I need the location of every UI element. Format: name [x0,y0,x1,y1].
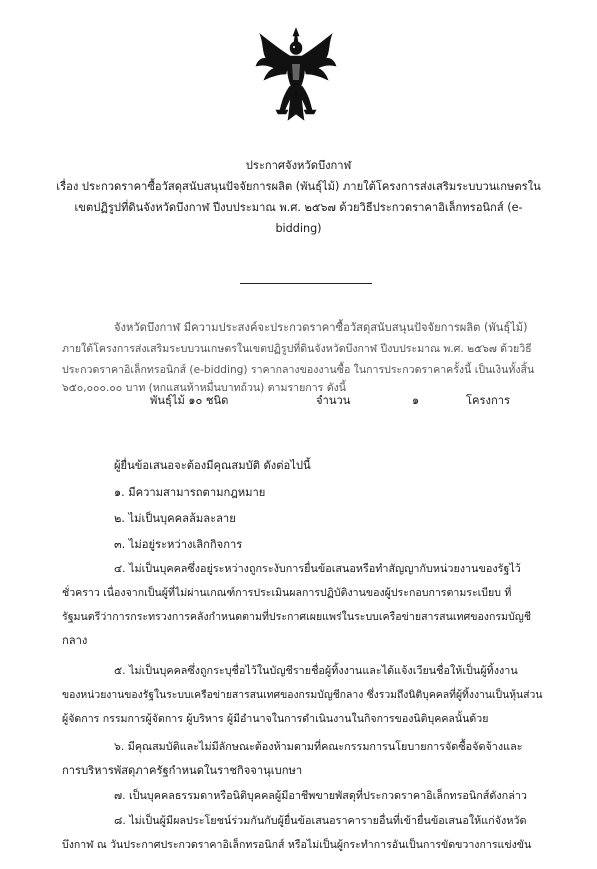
qualification-6-line-1: ๖. มีคุณสมบัติและไม่มีลักษณะต้องห้ามตามที่คณะกรรมการนโยบายการจัดซื้อจัดจ้างและ [114,740,523,753]
qualification-5-line-2: ของหน่วยงานของรัฐในระบบเครือข่ายสารสนเทศของกรมบัญชีกลาง ซึ่งรวมถึงนิติบุคคลที่ผู้ทิ้งงานเป็นหุ้นส่วน [62,689,543,701]
subject-line-3: bidding) [275,222,322,235]
garuda-emblem-icon [252,24,340,124]
qualification-6-line-2: การบริหารพัสดุภาครัฐกำหนดในราชกิจจานุเบกษา [62,764,303,777]
intro-line-3: ประกวดราคาอิเล็กทรอนิกส์ (e-bidding) ราคากลางของงานซื้อ ในการประกวดราคาครั้งนี้ เป็นเงินทั้งสิ้น [62,364,535,376]
qualification-4-line-3: รัฐมนตรีว่าการกระทรวงการคลังกำหนดตามที่ประกาศเผยแพร่ในระบบเครือข่ายสารสนเทศของกรมบัญชี [62,611,532,623]
qualification-2: ๒. ไม่เป็นบุคคลล้มละลาย [114,512,236,525]
qualification-5-line-1: ๕. ไม่เป็นบุคคลซึ่งถูกระบุชื่อไว้ในบัญชีรายชื่อผู้ทิ้งงานและได้แจ้งเวียนชื่อให้เป็นผู้ทิ้งงาน [114,664,518,677]
qualification-4-line-2: ชั่วคราว เนื่องจากเป็นผู้ที่ไม่ผ่านเกณฑ์การประเมินผลการปฏิบัติงานของผู้ประกอบการตามระเบียบ ที่ [62,587,512,599]
title-divider [240,283,372,284]
qualification-4-line-4: กลาง [62,634,88,647]
item-qty: ๑ [412,394,420,407]
intro-line-4: ๖๕๐,๐๐๐.๐๐ บาท (หกแสนห้าหมื่นบาทถ้วน) ตามรายการ ดังนี้ [62,382,347,394]
qualification-8-line-2: บึงกาฬ ณ วันประกาศประกวดราคาอิเล็กทรอนิกส์ หรือไม่เป็นผู้กระทำการอันเป็นการขัดขวางการแข่งขัน [62,839,532,851]
item-name: พันธุ์ไม้ ๑๐ ชนิด [150,394,229,407]
qualifications-heading: ผู้ยื่นข้อเสนอจะต้องมีคุณสมบัติ ดังต่อไปนี้ [114,459,311,472]
qualification-1: ๑. มีความสามารถตามกฎหมาย [114,486,266,499]
subject-line-1: เรื่อง ประกวดราคาซื้อวัสดุสนับสนุนปัจจัยการผลิต (พันธุ์ไม้) ภายใต้โครงการส่งเสริมระบบวนเกษตรใน [56,180,541,193]
qualification-5-line-3: ผู้จัดการ กรรมการผู้จัดการ ผู้บริหาร ผู้มีอำนาจในการดำเนินงานในกิจการของนิติบุคคลนั้นด้วย [62,713,489,725]
qualification-4-line-1: ๔. ไม่เป็นบุคคลซึ่งอยู่ระหว่างถูกระงับการยื่นข้อเสนอหรือทำสัญญากับหน่วยงานของรัฐไว้ [114,562,521,575]
item-unit: โครงการ [466,394,511,407]
qualification-3: ๓. ไม่อยู่ระหว่างเลิกกิจการ [114,538,243,551]
qualification-8-line-1: ๘. ไม่เป็นผู้มีผลประโยชน์ร่วมกันกับผู้ยื่นข้อเสนอราคารายอื่นที่เข้ายื่นข้อเสนอให้แก่จังหวัด [114,814,527,827]
qualification-7: ๗. เป็นบุคคลธรรมดาหรือนิติบุคคลผู้มีอาชีพขายพัสดุที่ประกวดราคาอิเล็กทรอนิกส์ดังกล่าว [114,789,527,802]
intro-line-2: ภายใต้โครงการส่งเสริมระบบวนเกษตรในเขตปฏิรูปที่ดินจังหวัดบึงกาฬ ปีงบประมาณ พ.ศ. ๒๕๖๗ ด้วยวิธี [62,343,532,355]
announcement-title: ประกาศจังหวัดบึงกาฬ [245,159,352,172]
intro-line-1: จังหวัดบึงกาฬ มีความประสงค์จะประกวดราคาซื้อวัสดุสนับสนุนปัจจัยการผลิต (พันธุ์ไม้) [114,321,528,334]
subject-line-2: เขตปฏิรูปที่ดินจังหวัดบึงกาฬ ปีงบประมาณ พ.ศ. ๒๕๖๗ ด้วยวิธีประกวดราคาอิเล็กทรอนิกส์ (e- [74,201,523,214]
item-qty-label: จำนวน [316,394,351,407]
